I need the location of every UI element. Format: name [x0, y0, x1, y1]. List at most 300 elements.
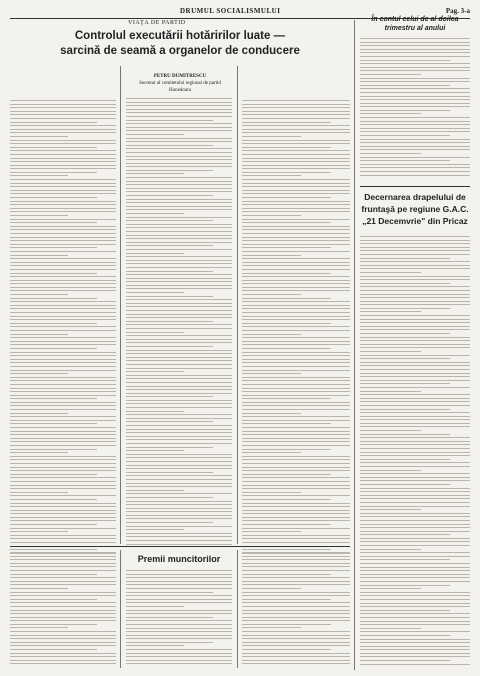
text-line	[242, 341, 350, 342]
text-line	[242, 384, 350, 385]
text-line	[360, 128, 470, 129]
text-line	[242, 366, 350, 367]
text-line	[242, 161, 350, 162]
text-line	[242, 663, 350, 664]
text-line	[242, 179, 350, 180]
text-line	[126, 227, 232, 228]
text-line	[242, 175, 301, 176]
text-line	[126, 170, 213, 171]
text-line	[10, 420, 116, 421]
text-line	[242, 380, 350, 381]
text-line	[242, 488, 350, 489]
text-line	[360, 45, 470, 46]
text-line	[360, 613, 470, 614]
text-line	[126, 141, 232, 142]
text-line	[242, 513, 350, 514]
text-line	[10, 506, 116, 507]
text-line	[360, 534, 450, 535]
text-line	[126, 342, 232, 343]
text-line	[242, 211, 350, 212]
text-line	[126, 613, 232, 614]
text-line	[126, 152, 232, 153]
text-line	[360, 74, 421, 75]
text-line	[360, 171, 470, 172]
text-line	[126, 346, 213, 347]
text-line	[10, 663, 116, 664]
text-line	[242, 391, 350, 392]
text-line	[360, 96, 470, 97]
text-line	[10, 226, 116, 227]
text-line	[10, 577, 116, 578]
text-line	[126, 253, 184, 254]
text-line	[10, 290, 116, 291]
text-line	[10, 467, 116, 468]
text-line	[126, 396, 213, 397]
text-line	[10, 613, 116, 614]
text-line	[242, 312, 350, 313]
text-line	[126, 606, 184, 607]
article-column-1	[10, 78, 116, 580]
text-line	[360, 462, 470, 463]
text-line	[126, 184, 232, 185]
text-line	[126, 127, 232, 128]
text-line	[10, 175, 68, 176]
text-line	[10, 179, 116, 180]
text-line	[10, 517, 116, 518]
text-line	[126, 595, 232, 596]
text-line	[360, 88, 470, 89]
text-line	[10, 642, 116, 643]
text-line	[10, 656, 116, 657]
text-line	[360, 258, 450, 259]
text-line	[242, 104, 350, 105]
text-line	[242, 136, 301, 137]
text-line	[10, 531, 68, 532]
text-line	[242, 434, 350, 435]
text-line	[360, 441, 470, 442]
text-line	[10, 111, 116, 112]
bottom-column-1	[10, 552, 116, 668]
text-line	[126, 544, 232, 545]
text-line	[10, 570, 116, 571]
text-line	[360, 236, 470, 237]
text-line	[10, 359, 116, 360]
text-line	[126, 454, 232, 455]
text-line	[242, 143, 350, 144]
text-line	[242, 154, 350, 155]
text-line	[10, 510, 116, 511]
text-line	[360, 577, 470, 578]
text-line	[126, 134, 184, 135]
text-line	[126, 109, 232, 110]
text-line	[360, 247, 470, 248]
text-line	[126, 660, 232, 661]
text-line	[242, 606, 350, 607]
text-line	[126, 288, 232, 289]
text-line	[126, 296, 213, 297]
text-line	[10, 229, 116, 230]
main-headline-line2: sarcină de seamă a organelor de conducere	[60, 45, 300, 57]
text-line	[242, 520, 350, 521]
text-line	[360, 559, 450, 560]
text-line	[126, 321, 213, 322]
text-line	[242, 290, 350, 291]
text-line	[242, 273, 331, 274]
text-line	[242, 140, 350, 141]
text-line	[10, 552, 116, 553]
text-line	[360, 78, 470, 79]
text-line	[242, 481, 350, 482]
text-line	[360, 437, 470, 438]
text-line	[126, 148, 232, 149]
text-line	[242, 556, 350, 557]
text-line	[242, 283, 350, 284]
text-line	[126, 511, 232, 512]
text-line	[242, 125, 350, 126]
text-line	[360, 538, 470, 539]
text-line	[126, 145, 213, 146]
text-line	[126, 389, 232, 390]
text-line	[242, 542, 350, 543]
text-line	[242, 445, 350, 446]
text-line	[10, 366, 116, 367]
text-line	[10, 362, 116, 363]
text-line	[242, 631, 350, 632]
text-line	[10, 341, 116, 342]
text-line	[10, 240, 116, 241]
text-line	[10, 276, 116, 277]
text-line	[10, 337, 116, 338]
text-line	[126, 112, 232, 113]
text-line	[360, 311, 421, 312]
text-line	[242, 132, 350, 133]
text-line	[242, 638, 350, 639]
text-line	[126, 468, 232, 469]
text-line	[126, 599, 232, 600]
text-line	[126, 116, 232, 117]
text-line	[360, 42, 470, 43]
text-line	[242, 599, 331, 600]
text-line	[242, 377, 350, 378]
bottom-headline: Premii muncitorilor	[137, 554, 221, 564]
text-line	[10, 122, 97, 123]
text-line	[126, 518, 232, 519]
text-line	[360, 653, 470, 654]
text-line	[10, 294, 68, 295]
text-line	[242, 649, 331, 650]
text-line	[360, 376, 470, 377]
text-line	[242, 359, 350, 360]
text-line	[242, 337, 350, 338]
text-line	[10, 391, 116, 392]
text-line	[126, 195, 213, 196]
text-line	[126, 242, 232, 243]
text-line	[360, 157, 470, 158]
text-line	[10, 492, 68, 493]
text-line	[360, 452, 470, 453]
text-line	[126, 317, 232, 318]
text-line	[126, 436, 232, 437]
text-line	[360, 340, 470, 341]
text-line	[242, 581, 350, 582]
text-line	[360, 416, 470, 417]
column-rule	[237, 550, 238, 668]
text-line	[10, 183, 116, 184]
newspaper-page	[10, 6, 470, 670]
text-line	[360, 131, 470, 132]
text-line	[360, 164, 470, 165]
text-line	[360, 603, 470, 604]
text-line	[360, 473, 470, 474]
text-line	[10, 592, 116, 593]
text-line	[10, 485, 116, 486]
text-line	[10, 334, 68, 335]
paper-name: DRUMUL SOCIALISMULUI	[180, 7, 281, 15]
text-line	[360, 383, 450, 384]
text-line	[10, 158, 116, 159]
text-line	[10, 645, 116, 646]
text-line	[242, 323, 331, 324]
text-line	[242, 165, 350, 166]
text-line	[126, 274, 232, 275]
text-line	[242, 352, 350, 353]
author-title: Secretar al comitetului regional de partid	[139, 81, 221, 86]
text-line	[360, 524, 470, 525]
text-line	[360, 592, 470, 593]
text-line	[126, 314, 232, 315]
text-line	[242, 499, 331, 500]
text-line	[10, 186, 116, 187]
text-line	[10, 528, 116, 529]
text-line	[126, 508, 232, 509]
text-line	[10, 499, 97, 500]
text-line	[360, 635, 450, 636]
text-line	[126, 584, 232, 585]
text-line	[360, 294, 470, 295]
text-line	[126, 457, 232, 458]
text-line	[10, 627, 68, 628]
text-line	[242, 222, 331, 223]
text-line	[360, 283, 450, 284]
text-line	[10, 168, 116, 169]
text-line	[126, 364, 232, 365]
text-line	[126, 624, 232, 625]
text-line	[126, 238, 232, 239]
text-line	[360, 459, 450, 460]
text-line	[360, 531, 470, 532]
text-line	[242, 563, 350, 564]
text-line	[126, 199, 232, 200]
text-line	[10, 172, 97, 173]
text-line	[10, 323, 97, 324]
text-line	[360, 394, 470, 395]
text-line	[126, 339, 232, 340]
text-line	[10, 649, 97, 650]
text-line	[360, 67, 470, 68]
text-line	[10, 308, 116, 309]
text-line	[242, 584, 350, 585]
text-line	[126, 278, 232, 279]
text-line	[360, 426, 470, 427]
text-line	[360, 444, 470, 445]
text-line	[126, 421, 213, 422]
text-line	[360, 142, 470, 143]
text-line	[10, 556, 116, 557]
text-line	[10, 265, 116, 266]
text-line	[360, 369, 470, 370]
text-line	[242, 423, 331, 424]
text-line	[126, 138, 232, 139]
text-line	[360, 567, 470, 568]
text-line	[126, 490, 184, 491]
text-line	[126, 635, 232, 636]
text-line	[10, 635, 116, 636]
text-line	[10, 624, 97, 625]
text-line	[126, 98, 232, 99]
text-line	[360, 527, 470, 528]
text-line	[126, 163, 232, 164]
text-line	[360, 585, 450, 586]
text-line	[10, 136, 68, 137]
text-line	[360, 502, 470, 503]
text-line	[242, 344, 350, 345]
text-line	[10, 660, 116, 661]
text-line	[360, 49, 470, 50]
text-line	[360, 373, 470, 374]
text-line	[360, 63, 470, 64]
text-line	[360, 355, 470, 356]
text-line	[242, 183, 350, 184]
text-line	[360, 466, 470, 467]
text-line	[360, 401, 470, 402]
text-line	[360, 448, 470, 449]
text-line	[242, 219, 350, 220]
text-line	[10, 355, 116, 356]
text-line	[360, 319, 470, 320]
text-line	[360, 545, 470, 546]
text-line	[360, 412, 470, 413]
text-line	[242, 531, 301, 532]
author-region: Hunedoara	[169, 88, 191, 93]
text-line	[10, 416, 116, 417]
text-line	[10, 219, 116, 220]
text-line	[10, 395, 116, 396]
text-line	[126, 177, 232, 178]
text-line	[10, 330, 116, 331]
text-line	[126, 620, 232, 621]
text-line	[360, 434, 450, 435]
text-line	[126, 483, 232, 484]
text-line	[360, 617, 470, 618]
text-line	[242, 470, 350, 471]
text-line	[126, 429, 232, 430]
text-line	[360, 117, 470, 118]
text-line	[126, 642, 213, 643]
text-line	[126, 310, 232, 311]
text-line	[126, 357, 232, 358]
text-line	[126, 235, 232, 236]
text-line	[360, 146, 470, 147]
text-line	[360, 167, 470, 168]
text-line	[10, 326, 116, 327]
text-line	[10, 161, 116, 162]
text-line	[10, 481, 116, 482]
text-line	[242, 559, 350, 560]
text-line	[10, 197, 97, 198]
text-line	[242, 395, 350, 396]
text-line	[242, 197, 331, 198]
text-line	[360, 113, 421, 114]
text-line	[126, 653, 232, 654]
text-line	[126, 638, 232, 639]
text-line	[10, 495, 116, 496]
text-line	[126, 504, 232, 505]
text-line	[126, 649, 232, 650]
text-line	[10, 222, 97, 223]
text-line	[10, 150, 116, 151]
article-column-2	[126, 98, 232, 548]
text-line	[360, 621, 470, 622]
text-line	[360, 351, 421, 352]
text-line	[126, 353, 232, 354]
text-line	[126, 271, 213, 272]
text-line	[10, 606, 116, 607]
text-line	[360, 430, 421, 431]
text-line	[10, 100, 116, 101]
text-line	[242, 592, 350, 593]
text-line	[360, 639, 470, 640]
text-line	[10, 620, 116, 621]
text-line	[10, 631, 116, 632]
text-line	[242, 602, 350, 603]
bottom-column-2	[126, 570, 232, 668]
text-line	[242, 624, 331, 625]
text-line	[242, 334, 301, 335]
text-line	[126, 166, 232, 167]
text-line	[360, 149, 470, 150]
text-line	[242, 420, 350, 421]
text-line	[242, 492, 301, 493]
text-line	[360, 308, 450, 309]
text-line	[360, 304, 470, 305]
text-line	[10, 344, 116, 345]
text-line	[126, 540, 232, 541]
text-line	[126, 479, 232, 480]
text-line	[10, 352, 116, 353]
text-line	[242, 240, 350, 241]
text-line	[242, 620, 350, 621]
text-line	[242, 595, 350, 596]
text-line	[126, 285, 232, 286]
text-line	[10, 588, 68, 589]
text-line	[10, 441, 116, 442]
text-line	[10, 653, 116, 654]
text-line	[10, 208, 116, 209]
text-line	[360, 261, 470, 262]
text-line	[242, 627, 301, 628]
text-line	[242, 413, 301, 414]
text-line	[242, 370, 350, 371]
text-line	[126, 403, 232, 404]
text-line	[126, 120, 213, 121]
text-line	[126, 407, 232, 408]
text-line	[242, 449, 331, 450]
text-line	[360, 656, 470, 657]
text-line	[10, 434, 116, 435]
text-line	[242, 402, 350, 403]
text-line	[10, 384, 116, 385]
text-line	[242, 653, 350, 654]
